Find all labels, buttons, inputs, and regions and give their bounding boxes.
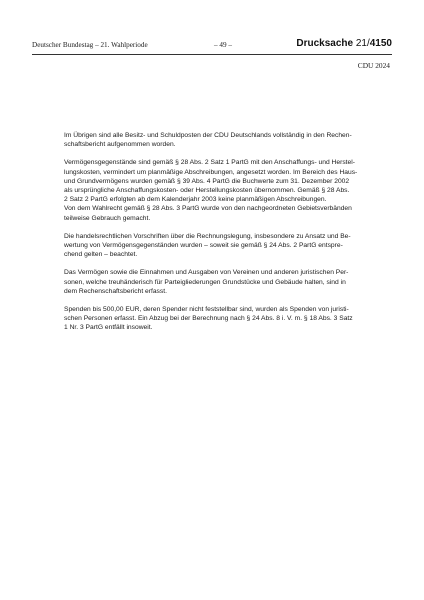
- paragraph: [64, 158, 360, 222]
- paragraph: [64, 131, 360, 149]
- text-line: Das Vermögen sowie die Einnahmen und Ausgaben von Vereinen und anderen juristischen Per-: [64, 269, 349, 277]
- header-page-number: – 49 –: [214, 41, 232, 49]
- text-line: Spenden bis 500,00 EUR, deren Spender nicht feststellbar sind, wurden als Spenden von juristi-: [64, 306, 349, 314]
- header-publisher: Deutscher Bundestag – 21. Wahlperiode: [32, 41, 148, 49]
- header-document-prefix: 21/: [355, 38, 370, 49]
- header-document-number: [296, 38, 392, 49]
- text-line: sonen, welche treuhänderisch für Parteigliederungen Grundstücke und Gebäude halten, sind in: [64, 278, 346, 286]
- header-rule: [32, 54, 392, 55]
- paragraph: [64, 305, 360, 333]
- paragraph: [64, 232, 360, 260]
- text-line: als ursprüngliche Anschaffungskosten- oder Herstellungskosten übernommen. Gemäß § 28 Abs.: [64, 187, 350, 195]
- text-line: lungskosten, vermindert um planmäßige Abschreibungen, angesetzt worden. Im Bereich des Haus-: [64, 168, 358, 176]
- report-tag: CDU 2024: [357, 61, 390, 70]
- text-line: teilweise Gebrauch gemacht.: [64, 214, 151, 222]
- paragraph: [64, 268, 360, 296]
- text-line: 1 Nr. 3 PartG entfällt insoweit.: [64, 324, 153, 332]
- text-line: schen Personen erfasst. Ein Abzug bei der Berechnung nach § 24 Abs. 8 i. V. m. § 18 Abs. 3 Satz: [64, 315, 353, 323]
- text-line: schaftsbericht aufgenommen worden.: [64, 141, 176, 149]
- text-line: 2 Satz 2 PartG erfolgten ab dem Kalenderjahr 2003 keine planmäßigen Abschreibungen.: [64, 196, 327, 204]
- text-line: chend gelten – beachtet.: [64, 251, 138, 259]
- page-header: [32, 38, 392, 52]
- text-line: Die handelsrechtlichen Vorschriften über die Rechnungslegung, insbesondere zu Ansatz und Be-: [64, 232, 351, 240]
- header-document-suffix: 4150: [369, 38, 392, 49]
- text-line: Von dem Wahlrecht gemäß § 28 Abs. 3 PartG wurde von den nachgeordneten Gebietsverbänden: [64, 205, 352, 213]
- text-line: Vermögensgegenstände sind gemäß § 28 Abs. 2 Satz 1 PartG mit den Anschaffungs- und Herstel-: [64, 159, 355, 167]
- header-document-label: Drucksache: [296, 38, 354, 49]
- text-line: und Grundvermögens wurden gemäß § 39 Abs. 4 PartG die Buchwerte zum 31. Dezember 2002: [64, 177, 350, 185]
- text-line: dem Rechenschaftsbericht erfasst.: [64, 287, 167, 295]
- text-line: wertung von Vermögensgegenständen wurden – soweit sie gemäß § 24 Abs. 2 PartG entspre-: [64, 242, 343, 250]
- document-body: [64, 131, 360, 342]
- text-line: Im Übrigen sind alle Besitz- und Schuldposten der CDU Deutschlands vollständig in den Rechen-: [64, 132, 352, 139]
